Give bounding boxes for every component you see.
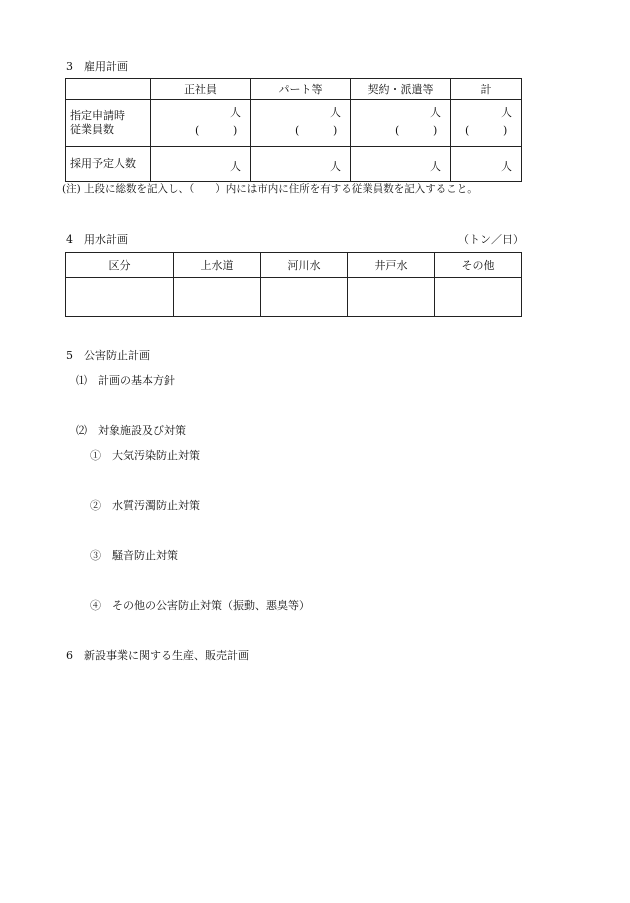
water-header-row — [66, 253, 522, 278]
row-label-line1: 指定申請時 — [70, 109, 125, 122]
section6-title: 6 新設事業に関する生産、販売計画 — [66, 649, 249, 662]
employment-header-row — [66, 79, 522, 100]
unit-label: 人 — [230, 106, 241, 119]
water-cell-tap[interactable] — [174, 278, 261, 317]
paren-open: ( — [295, 124, 300, 137]
planned-cell-total[interactable] — [451, 147, 522, 182]
unit-label: 人 — [230, 160, 241, 173]
employment-row-current — [66, 100, 522, 147]
unit-label: 人 — [330, 106, 341, 119]
water-cell-well[interactable] — [348, 278, 435, 317]
water-data-row — [66, 278, 522, 317]
water-cell-category[interactable] — [66, 278, 174, 317]
paren-close: ) — [333, 124, 338, 137]
unit-label: 人 — [501, 160, 512, 173]
planned-cell-contract[interactable] — [351, 147, 451, 182]
water-header-tap: 上水道 — [174, 253, 261, 278]
section5-sub1: ⑴ 計画の基本方針 — [76, 374, 175, 387]
water-header-well: 井戸水 — [348, 253, 435, 278]
employment-header-contract: 契約・派遣等 — [351, 79, 451, 100]
unit-label: 人 — [430, 160, 441, 173]
water-header-river: 河川水 — [261, 253, 348, 278]
employment-header-total: 計 — [451, 79, 522, 100]
water-cell-other[interactable] — [435, 278, 522, 317]
employment-table — [65, 78, 522, 182]
section5-item-other: ④ その他の公害防止対策（振動、悪臭等） — [90, 599, 310, 612]
employment-cell-contract[interactable] — [351, 100, 451, 147]
water-header-category: 区分 — [66, 253, 174, 278]
unit-label: 人 — [501, 106, 512, 119]
section5-item-noise: ③ 騒音防止対策 — [90, 549, 178, 562]
water-unit-label: （トン／日） — [458, 233, 524, 246]
row-label-line2: 従業員数 — [70, 123, 114, 136]
employment-note: (注) 上段に総数を記入し、（ ）内には市内に住所を有する従業員数を記入すること。 — [62, 183, 478, 195]
paren-close: ) — [503, 124, 508, 137]
employment-row-planned-label: 採用予定人数 — [66, 147, 151, 182]
paren-open: ( — [195, 124, 200, 137]
employment-cell-part[interactable] — [251, 100, 351, 147]
water-cell-river[interactable] — [261, 278, 348, 317]
section3-title: 3 雇用計画 — [66, 60, 128, 73]
employment-cell-total[interactable] — [451, 100, 522, 147]
water-table — [65, 252, 522, 317]
section5-title: 5 公害防止計画 — [66, 349, 150, 362]
paren-close: ) — [433, 124, 438, 137]
section5-sub2: ⑵ 対象施設及び対策 — [76, 424, 186, 437]
employment-header-regular: 正社員 — [151, 79, 251, 100]
paren-close: ) — [233, 124, 238, 137]
section5-item-air: ① 大気汚染防止対策 — [90, 449, 200, 462]
planned-cell-part[interactable] — [251, 147, 351, 182]
water-header-other: その他 — [435, 253, 522, 278]
section4-title: 4 用水計画 — [66, 233, 128, 246]
paren-open: ( — [465, 124, 470, 137]
employment-row-planned — [66, 147, 522, 182]
employment-header-part: パート等 — [251, 79, 351, 100]
employment-row-current-label — [66, 100, 151, 147]
unit-label: 人 — [330, 160, 341, 173]
planned-cell-regular[interactable] — [151, 147, 251, 182]
employment-cell-regular[interactable] — [151, 100, 251, 147]
employment-header-empty — [66, 79, 151, 100]
paren-open: ( — [395, 124, 400, 137]
unit-label: 人 — [430, 106, 441, 119]
section5-item-water: ② 水質汚濁防止対策 — [90, 499, 200, 512]
